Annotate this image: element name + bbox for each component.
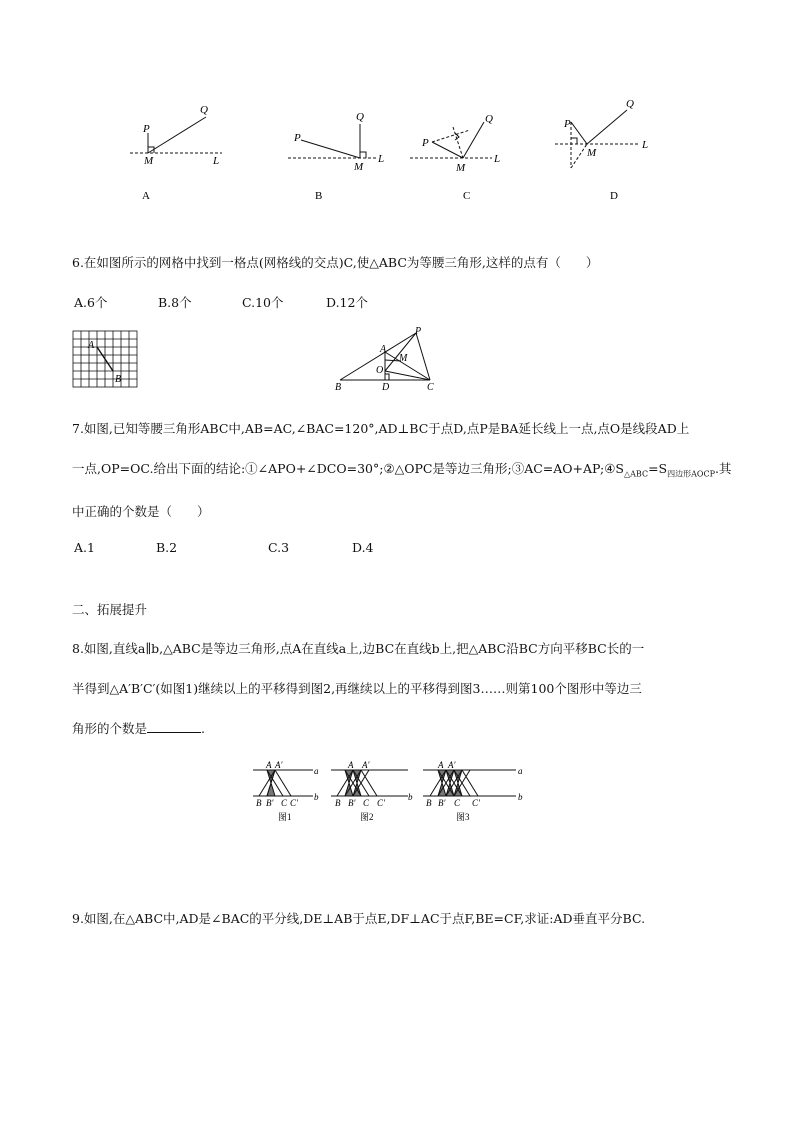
q8-f1-label-a1: A′ — [275, 760, 283, 770]
q7-choice-a[interactable]: A.1 — [74, 540, 95, 555]
q5d-label-q: Q — [626, 98, 634, 110]
q7-label-o: O — [376, 365, 384, 376]
q6-choice-c[interactable]: C.10个 — [242, 295, 284, 310]
q5b-label-q: Q — [356, 111, 364, 123]
q8-f1-label-c1: C′ — [290, 798, 298, 808]
q7-label-a: A — [380, 344, 387, 355]
q8-f2-label-a1: A′ — [362, 760, 370, 770]
q8-caption-2: 图2 — [360, 812, 374, 822]
q5c-label-q: Q — [485, 113, 493, 125]
q8-f2-label-c1: C′ — [377, 798, 385, 808]
q7-label-p: P — [415, 326, 422, 337]
q5a-label-q: Q — [200, 104, 208, 116]
q9-question: 9.如图,在△ABC中,AD是∠BAC的平分线,DE⊥AB于点E,DF⊥AC于点F,BE=CF,求证:AD垂直平分BC. — [72, 911, 646, 926]
q7-line2-sub1: △ABC — [623, 469, 649, 479]
q6-grid-label-b: B — [115, 374, 122, 385]
q7-choice-b[interactable]: B.2 — [156, 540, 178, 555]
q7-line2-eq: =S — [648, 461, 668, 476]
q7-line3: 中正确的个数是（ ） — [72, 504, 210, 519]
q5-figure-b — [288, 124, 376, 158]
q8-f2-label-c: C — [363, 798, 370, 808]
q5c-label-l: L — [494, 153, 501, 165]
q7-label-m: M — [399, 353, 408, 364]
q7-line2-sub2: 四边形AOCP — [667, 469, 715, 479]
q6-choice-d[interactable]: D.12个 — [326, 295, 368, 310]
q5-figures — [0, 90, 794, 210]
q7-label-c: C — [427, 382, 434, 393]
q5a-label-m: M — [144, 155, 154, 167]
q8-line3-after: . — [201, 721, 205, 736]
q8-f3-label-b: B — [426, 798, 432, 808]
q5b-label-l: L — [378, 153, 385, 165]
q8-figure-2 — [331, 770, 408, 796]
q7-choice-c[interactable]: C.3 — [268, 540, 290, 555]
q8-line2: 半得到△A′B′C′(如图1)继续以上的平移得到图2,再继续以上的平移得到图3……则第100个图形中等边三 — [72, 681, 642, 696]
q7-choice-d[interactable]: D.4 — [352, 540, 374, 555]
section-title: 二、拓展提升 — [72, 602, 148, 617]
q8-f1-label-b1: B′ — [266, 798, 274, 808]
q8-f3-label-c: C — [454, 798, 461, 808]
q5c-label-p: P — [422, 137, 429, 149]
q7-choices — [74, 539, 374, 557]
q8-f1-label-b: B — [256, 798, 262, 808]
q5a-label-l: L — [213, 155, 220, 167]
q8-f3-label-line-b: b — [518, 792, 523, 802]
q7-line1: 7.如图,已知等腰三角形ABC中,AB=AC,∠BAC=120°,AD⊥BC于点D,点P是BA延长线上一点,点O是线段AD上 — [72, 421, 690, 436]
q8-f1-label-line-b: b — [314, 792, 319, 802]
q8-line3 — [72, 720, 205, 738]
q7-label-d: D — [382, 382, 390, 393]
q7-line2-main: 一点,OP=OC.给出下面的结论:①∠APO+∠DCO=30°;②△OPC是等边三角形;③AC=AO+AP;④S — [72, 461, 624, 476]
q6-question: 6.在如图所示的网格中找到一格点(网格线的交点)C,使△ABC为等腰三角形,这样的点有（ ） — [72, 255, 599, 270]
q8-f3-label-a1: A′ — [448, 760, 456, 770]
q5-option-a: A — [142, 190, 150, 202]
q5d-label-m: M — [587, 147, 597, 159]
q8-f1-label-a: A — [266, 760, 272, 770]
q6-choice-b[interactable]: B.8个 — [158, 295, 192, 310]
q7-line2-end: .其 — [714, 461, 732, 476]
q8-f3-label-b1: B′ — [438, 798, 446, 808]
q5-option-b: B — [315, 190, 323, 202]
q8-f3-label-line-a: a — [518, 766, 523, 776]
q8-caption-3: 图3 — [456, 812, 470, 822]
q6-choice-a[interactable]: A.6个 — [74, 295, 108, 310]
q8-answer-blank[interactable] — [147, 720, 201, 733]
q8-figure-1 — [253, 770, 313, 796]
q7-line2 — [72, 460, 731, 484]
q6-grid-figure — [70, 328, 140, 392]
q8-line3-before: 角形的个数是 — [72, 721, 148, 736]
q5d-label-l: L — [642, 139, 649, 151]
q8-f2-label-a: A — [348, 760, 354, 770]
q8-f3-label-c1: C′ — [472, 798, 480, 808]
q8-line1: 8.如图,直线a∥b,△ABC是等边三角形,点A在直线a上,边BC在直线b上,把△ABC沿BC方向平移BC长的一 — [72, 641, 645, 656]
q7-figure — [330, 326, 450, 394]
q5-option-c: C — [463, 190, 471, 202]
q8-figure-3 — [423, 770, 516, 796]
q8-caption-1: 图1 — [278, 812, 292, 822]
q8-f2-label-b: B — [335, 798, 341, 808]
q8-f1-label-c: C — [281, 798, 288, 808]
q5b-label-m: M — [354, 161, 364, 173]
q6-choices — [74, 294, 368, 312]
q5b-label-p: P — [294, 132, 301, 144]
q8-f2-label-line-b: b — [408, 792, 413, 802]
q6-grid-label-a: A — [88, 340, 95, 351]
q8-f3-label-a: A — [438, 760, 444, 770]
q5a-label-p: P — [143, 123, 150, 135]
q5c-label-m: M — [456, 162, 466, 174]
q8-figures — [248, 760, 538, 826]
q8-f1-label-line-a: a — [314, 766, 319, 776]
q5d-label-p: P — [564, 118, 571, 130]
q7-label-b: B — [335, 382, 342, 393]
q8-f2-label-b1: B′ — [348, 798, 356, 808]
q5-option-d: D — [610, 190, 618, 202]
